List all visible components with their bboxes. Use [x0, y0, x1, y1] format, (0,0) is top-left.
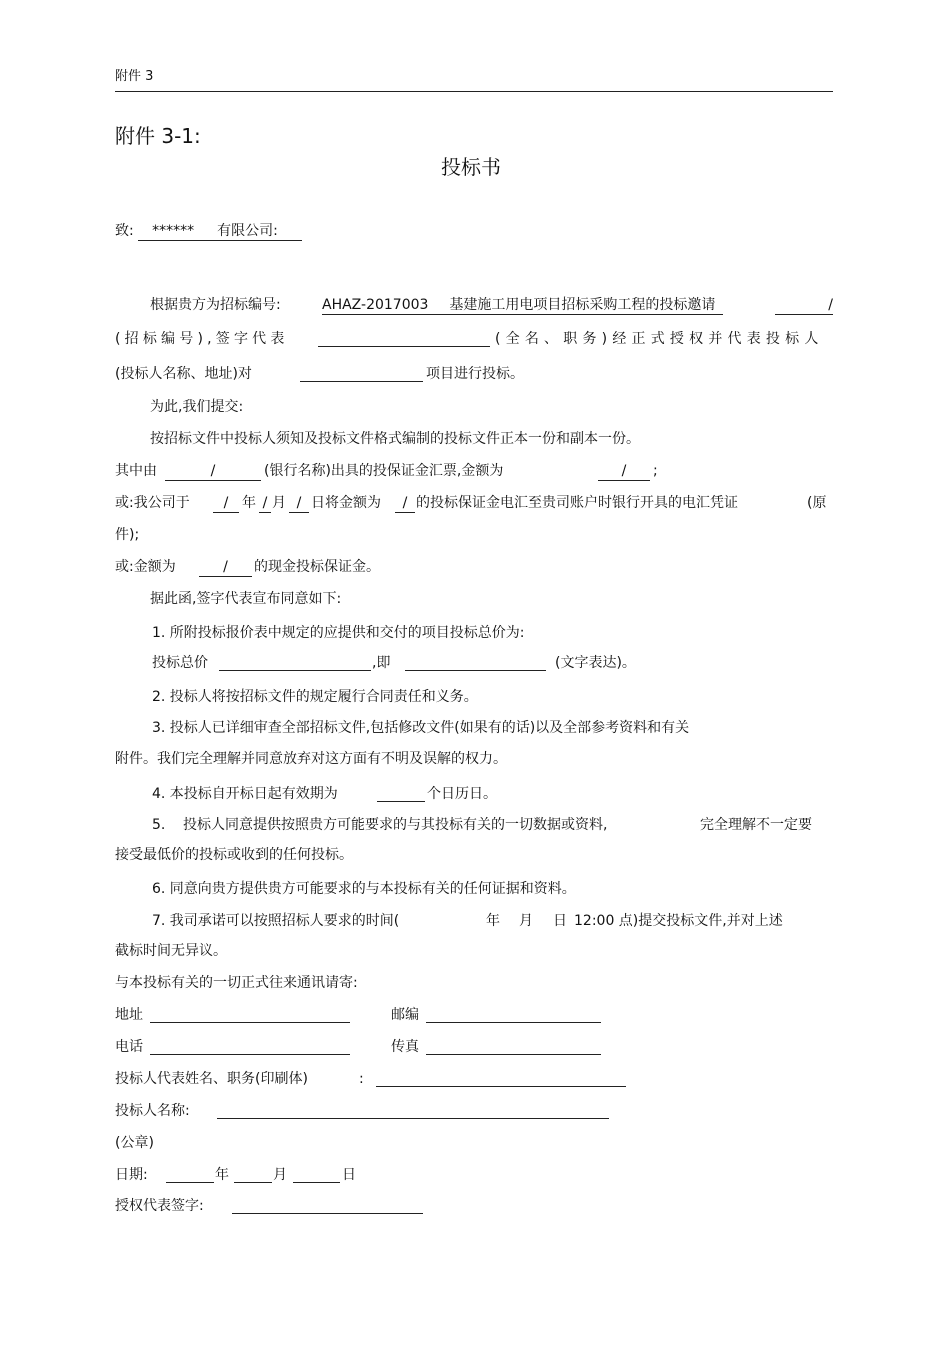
guarantee-line2-d: 日将金额为 [311, 495, 381, 511]
phone-label: 电话 [115, 1039, 143, 1055]
guarantee-line4-a: 或:金额为 [115, 559, 176, 575]
wire-amount-fill: / [395, 494, 415, 513]
bidder-name-label: 投标人名称: [115, 1103, 190, 1119]
submit-intro: 为此,我们提交: [150, 399, 244, 415]
para1-line1-a: 根据贵方为招标编号: [150, 297, 281, 313]
item-7-c: 截标时间无异议。 [115, 943, 227, 959]
guarantee-line2-a: 或:我公司于 [115, 495, 190, 511]
address-field[interactable] [150, 1006, 350, 1023]
total-price-fill [219, 654, 371, 671]
item-7-month: 月 [519, 913, 533, 929]
signatory-fill [318, 330, 490, 347]
total-price-c: (文字表达)。 [555, 655, 636, 671]
para1-line3-b: 项目进行投标。 [426, 366, 524, 382]
postcode-label: 邮编 [391, 1007, 419, 1023]
guarantee-line1-c: ; [653, 463, 658, 479]
guarantee-line4-b: 的现金投标保证金。 [254, 559, 380, 575]
date-year-label: 年 [215, 1167, 229, 1183]
recipient-line [115, 222, 302, 241]
date-day-field[interactable] [293, 1166, 340, 1183]
item-5-b: 投标人同意提供按照贵方可能要求的与其投标有关的一切数据或资料, [183, 817, 608, 833]
bidder-name-field[interactable] [217, 1102, 609, 1119]
rep-name-label: 投标人代表姓名、职务(印刷体) [115, 1071, 308, 1087]
item-2: 2. 投标人将按招标文件的规定履行合同责任和义务。 [152, 689, 478, 705]
item-7-a: 7. 我司承诺可以按照招标人要求的时间( [152, 913, 400, 929]
wire-year-fill: / [213, 494, 239, 513]
item-4-b: 个日历日。 [427, 786, 497, 802]
date-year-field[interactable] [166, 1166, 214, 1183]
para1-line3-a: (投标人名称、地址)对 [115, 366, 252, 382]
address-label: 地址 [115, 1007, 143, 1023]
phone-field[interactable] [150, 1038, 350, 1055]
date-day-label: 日 [342, 1167, 356, 1183]
item-4-a: 4. 本投标自开标日起有效期为 [152, 786, 338, 802]
draft-amount-fill: / [598, 462, 650, 481]
annex-heading: 附件 3-1: [115, 124, 201, 148]
wire-month-fill: / [259, 494, 271, 513]
item-5-d: 接受最低价的投标或收到的任何投标。 [115, 847, 353, 863]
signature-field[interactable] [232, 1197, 423, 1214]
submit-line: 按招标文件中投标人须知及投标文件格式编制的投标文件正本一份和副本一份。 [150, 431, 640, 447]
item-6: 6. 同意向贵方提供贵方可能要求的与本投标有关的任何证据和资料。 [152, 881, 576, 897]
cash-amount-fill: / [199, 558, 252, 577]
total-price-label: 投标总价 [152, 655, 208, 671]
recipient-company-stars: ****** [152, 223, 195, 239]
document-title: 投标书 [441, 155, 501, 179]
project-code: AHAZ-2017003 [322, 297, 429, 313]
para1-line2-a: (招标编号),签字代表 [115, 331, 289, 347]
contact-intro: 与本投标有关的一切正式往来通讯请寄: [115, 975, 358, 991]
postcode-field[interactable] [426, 1006, 601, 1023]
item-7-day: 日 [553, 913, 567, 929]
bank-fill: / [165, 462, 261, 481]
item-5-c: 完全理解不一定要 [700, 817, 812, 833]
recipient-company-suffix: 有限公司: [217, 223, 278, 239]
para1-line2-b: (全名、职务)经正式授权并代表投标人 [495, 331, 824, 347]
signature-label: 授权代表签字: [115, 1198, 204, 1214]
validity-days-fill [377, 785, 425, 802]
guarantee-line1-a: 其中由 [115, 463, 157, 479]
item-5-a: 5. [152, 817, 166, 833]
declare-intro: 据此函,签字代表宣布同意如下: [150, 591, 342, 607]
para1-line1-b: 基建施工用电项目招标采购工程的投标邀请 [449, 297, 716, 313]
total-price-words-fill [405, 654, 546, 671]
rep-name-field[interactable] [376, 1070, 626, 1087]
fax-field[interactable] [426, 1038, 601, 1055]
project-code-field [322, 296, 723, 315]
guarantee-line2-b: 年 [242, 495, 256, 511]
guarantee-line2-f: (原 [807, 495, 827, 511]
header-label: 附件 3 [115, 69, 154, 84]
total-price-b: ,即 [372, 655, 391, 671]
date-label: 日期: [115, 1167, 148, 1183]
guarantee-line2-c: 月 [272, 495, 286, 511]
header-divider [115, 91, 833, 92]
fax-label: 传真 [391, 1039, 419, 1055]
guarantee-line3: 件); [115, 527, 140, 543]
item-7-year: 年 [486, 913, 500, 929]
guarantee-line1-b: (银行名称)出具的投保证金汇票,金额为 [264, 463, 504, 479]
recipient-company [138, 222, 302, 241]
date-month-field[interactable] [234, 1166, 272, 1183]
seal-label: (公章) [115, 1135, 154, 1151]
project-name-fill [300, 365, 423, 382]
rep-name-colon: : [359, 1071, 364, 1087]
wire-day-fill: / [289, 494, 309, 513]
item-3-a: 3. 投标人已详细审查全部招标文件,包括修改文件(如果有的话)以及全部参考资料和有关 [152, 720, 690, 736]
guarantee-line2-e: 的投标保证金电汇至贵司账户时银行开具的电汇凭证 [416, 495, 738, 511]
recipient-prefix: 致: [115, 223, 134, 239]
item-7-b: 12:00 点)提交投标文件,并对上述 [574, 913, 783, 929]
item-3-b: 附件。我们完全理解并同意放弃对这方面有不明及误解的权力。 [115, 751, 507, 767]
item-1: 1. 所附投标报价表中规定的应提供和交付的项目投标总价为: [152, 625, 525, 641]
date-month-label: 月 [273, 1167, 287, 1183]
invite-fill: / [775, 296, 833, 315]
